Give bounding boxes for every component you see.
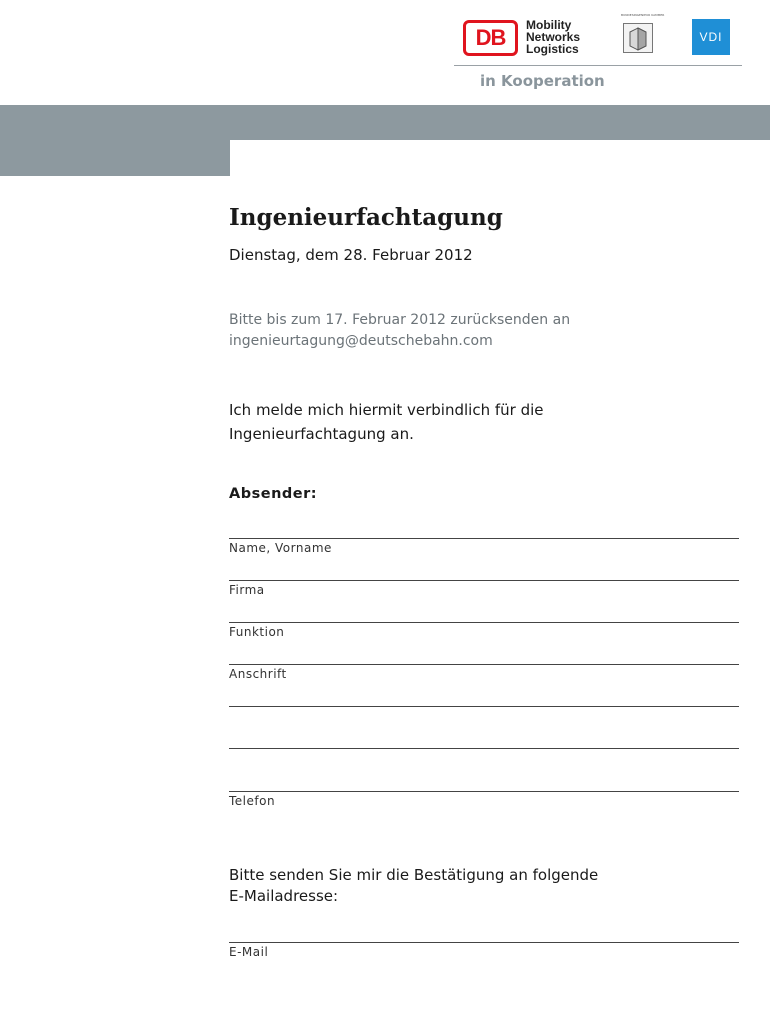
name-field-label: Name, Vorname [229,541,332,555]
bundesingenieurkammer-logo [621,13,665,54]
header-divider [454,65,742,66]
company-field[interactable] [229,580,739,581]
address-field-label: Anschrift [229,667,287,681]
db-tagline [526,19,580,55]
registration-line: Ich melde mich hiermit verbindlich für die [229,401,544,419]
header-band [0,105,770,140]
function-field[interactable] [229,622,739,623]
address-field[interactable] [229,664,739,665]
phone-field[interactable] [229,791,739,792]
registration-line: Ingenieurfachtagung an. [229,425,414,443]
return-note-line: Bitte bis zum 17. Februar 2012 zurücksenden an [229,312,571,328]
bund-caption: BUNDESINGENIEUR KAMMER [621,13,665,17]
vdi-logo-mark: VDI [699,30,723,44]
confirmation-line: Bitte senden Sie mir die Bestätigung an folgende [229,866,599,884]
confirmation-line: E-Mailadresse: [229,887,339,905]
address-field-line-2[interactable] [229,706,739,707]
email-field[interactable] [229,942,739,943]
vdi-logo [692,19,730,55]
name-field[interactable] [229,538,739,539]
db-logo-mark: DB [475,25,506,50]
company-field-label: Firma [229,583,265,597]
return-note [229,310,570,352]
event-date: Dienstag, dem 28. Februar 2012 [229,246,473,264]
db-tagline-line: Mobility [526,18,572,32]
header-band-tab [0,140,230,176]
return-email: ingenieurtagung@deutschebahn.com [229,333,493,349]
address-field-line-3[interactable] [229,748,739,749]
page-title: Ingenieurfachtagung [229,204,503,231]
email-field-label: E-Mail [229,945,269,959]
phone-field-label: Telefon [229,794,276,808]
sender-heading: Absender: [229,486,318,502]
logo-bar [455,14,745,64]
function-field-label: Funktion [229,625,285,639]
cooperation-label: in Kooperation [480,72,605,90]
db-tagline-line: Logistics [526,42,579,56]
db-tagline-line: Networks [526,30,581,44]
registration-statement [229,398,544,446]
db-logo [463,20,518,56]
bund-emblem-icon [623,23,653,53]
confirmation-request [229,865,598,907]
